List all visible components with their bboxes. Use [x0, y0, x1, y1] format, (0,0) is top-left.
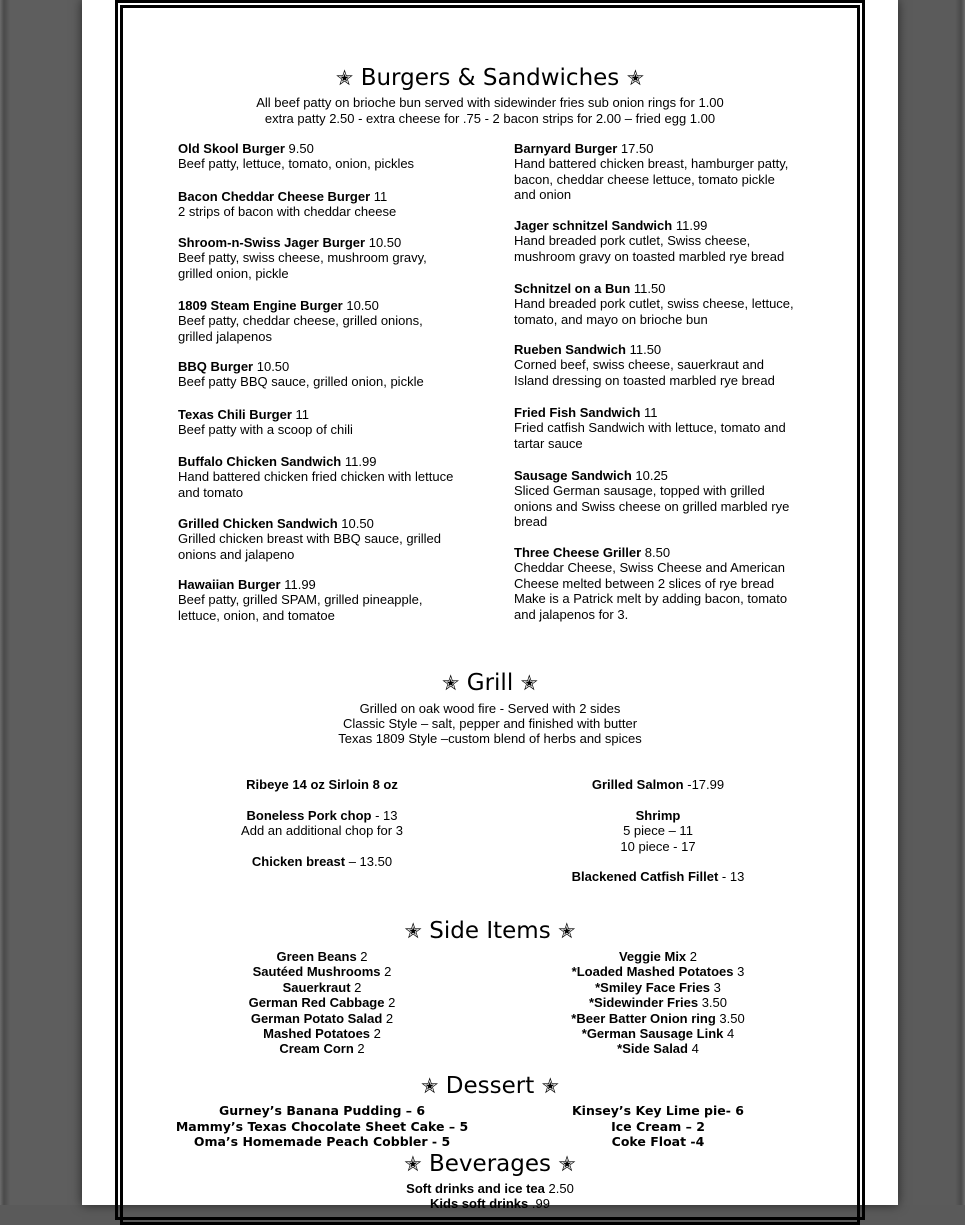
- item-description: mushroom gravy on toasted marbled rye bread: [514, 248, 785, 264]
- item-name: Veggie Mix: [618, 949, 687, 964]
- item-name: Sausage Sandwich: [514, 468, 632, 483]
- grill-pork-note: Add an additional chop for 3: [241, 823, 403, 839]
- item-name: Three Cheese Griller: [514, 545, 642, 560]
- item-description: Hand battered chicken fried chicken with lettuce: [178, 469, 454, 485]
- item-name: Hawaiian Burger: [178, 577, 281, 592]
- item-description: Beef patty BBQ sauce, grilled onion, pickle: [178, 374, 424, 390]
- star-icon: ✭: [335, 66, 354, 90]
- item-name: Sauerkraut: [282, 979, 351, 995]
- item-price: 17.50: [617, 141, 654, 156]
- star-icon: ✭: [626, 66, 645, 90]
- menu-item: [514, 545, 809, 622]
- grill-line-3: Texas 1809 Style –custom blend of herbs and spices: [338, 731, 642, 746]
- item-description: Hand breaded pork cutlet, swiss cheese, lettuce,: [514, 296, 794, 312]
- item-name: Green Beans: [276, 949, 357, 964]
- section-title-text: Beverages: [429, 1151, 551, 1177]
- dessert-item: Mammy’s Texas Chocolate Sheet Cake – 5: [175, 1118, 469, 1134]
- sides-right-column: [538, 949, 778, 1057]
- dessert-item: Ice Cream – 2: [611, 1118, 705, 1134]
- item-price: 4: [687, 1041, 699, 1057]
- section-title-text: Dessert: [445, 1073, 535, 1099]
- item-name: Schnitzel on a Bun: [514, 281, 631, 296]
- item-description: bread: [514, 514, 548, 530]
- item-name: Grilled Chicken Sandwich: [178, 516, 338, 531]
- item-description: 2 strips of bacon with cheddar cheese: [178, 204, 397, 220]
- item-price: 11.50: [625, 342, 662, 357]
- item-price: – 13.50: [345, 854, 393, 869]
- item-price: 3.50: [715, 1010, 745, 1026]
- grill-shrimp-10: 10 piece - 17: [620, 838, 696, 854]
- item-description: Hand breaded pork cutlet, Swiss cheese,: [514, 233, 751, 249]
- item-name: Soft drinks and ice tea: [406, 1181, 545, 1196]
- item-name: Fried Fish Sandwich: [514, 405, 641, 420]
- grill-line-1: Grilled on oak wood fire - Served with 2 sides: [359, 701, 621, 716]
- item-name: BBQ Burger: [178, 359, 254, 374]
- item-name: *Loaded Mashed Potatoes: [571, 964, 734, 980]
- grill-salmon: [538, 777, 778, 792]
- item-name: Blackened Catfish Fillet: [571, 869, 719, 885]
- side-item: [202, 980, 442, 995]
- item-price: 10.50: [253, 359, 290, 374]
- grill-shrimp: Shrimp: [635, 807, 681, 823]
- side-item: [202, 1011, 442, 1026]
- side-item: [202, 949, 442, 964]
- item-price: 3.50: [698, 995, 727, 1011]
- side-item: [538, 949, 778, 964]
- grill-shrimp-5: 5 piece – 11: [623, 823, 693, 839]
- item-name: Texas Chili Burger: [178, 407, 292, 422]
- side-item: [202, 1041, 442, 1056]
- item-name: Grilled Salmon: [591, 777, 684, 792]
- item-name: Old Skool Burger: [178, 141, 285, 156]
- item-description: bacon, cheddar cheese lettuce, tomato pickle: [514, 171, 775, 187]
- item-price: -17.99: [683, 777, 725, 792]
- item-price: 2: [686, 949, 698, 964]
- menu-item: [178, 189, 473, 220]
- side-item: [538, 995, 778, 1010]
- item-description: Sliced German sausage, topped with grilled: [514, 483, 765, 499]
- section-title-text: Side Items: [429, 918, 551, 944]
- grill-pork-chop: [202, 808, 442, 823]
- item-description: Hand battered chicken breast, hamburger patty,: [514, 156, 789, 172]
- item-name: Sautéed Mushrooms: [252, 964, 381, 980]
- dessert-item: Oma’s Homemade Peach Cobbler - 5: [193, 1134, 451, 1149]
- item-price: 8.50: [641, 545, 671, 560]
- side-item: [538, 980, 778, 995]
- item-name: *Sidewinder Fries: [588, 995, 699, 1011]
- sides-left-column: [202, 949, 442, 1057]
- item-price: 2: [353, 1041, 365, 1057]
- item-price: 4: [723, 1026, 735, 1042]
- star-icon: ✭: [404, 1152, 422, 1176]
- dessert-item: Gurney’s Banana Pudding – 6: [218, 1103, 426, 1118]
- side-item: [202, 964, 442, 979]
- item-description: tartar sauce: [514, 435, 583, 451]
- section-title-burgers: [0, 65, 965, 91]
- side-item: [538, 1026, 778, 1041]
- section-title-sides: [0, 918, 965, 944]
- dessert-right-column: [538, 1103, 778, 1150]
- item-price: 2: [384, 995, 396, 1011]
- item-price: 11: [640, 405, 658, 420]
- section-title-dessert: [0, 1073, 965, 1099]
- section-title-text: Burgers & Sandwiches: [360, 65, 620, 91]
- item-description: Beef patty, lettuce, tomato, onion, pickles: [178, 156, 415, 172]
- item-price: 11.99: [280, 577, 316, 592]
- beverage-soft-drinks: [0, 1181, 965, 1197]
- item-price: 11: [370, 189, 388, 204]
- item-description: Beef patty, swiss cheese, mushroom gravy,: [178, 250, 427, 266]
- item-price: 11.99: [341, 454, 377, 469]
- item-description: Corned beef, swiss cheese, sauerkraut and: [514, 357, 765, 373]
- item-name: Cream Corn: [279, 1041, 354, 1057]
- menu-item: [514, 405, 809, 451]
- item-name: *German Sausage Link: [581, 1026, 724, 1042]
- item-description: onions and Swiss cheese on grilled marbled rye: [514, 498, 790, 514]
- menu-item: [178, 407, 473, 438]
- item-price: 11.99: [672, 218, 708, 233]
- side-item: [538, 1011, 778, 1026]
- menu-item: [178, 359, 473, 390]
- side-item: [202, 1026, 442, 1041]
- item-description: Beef patty, grilled SPAM, grilled pineapple,: [178, 592, 423, 608]
- item-description: Cheese melted between 2 slices of rye bread: [514, 575, 775, 591]
- item-name: *Side Salad: [617, 1041, 688, 1057]
- item-name: Bacon Cheddar Cheese Burger: [178, 189, 371, 204]
- item-name: Chicken breast: [251, 854, 346, 869]
- menu-item: [514, 281, 809, 327]
- item-price: 10.50: [365, 235, 402, 250]
- item-name: Boneless Pork chop: [246, 807, 372, 823]
- beverage-kids-drinks: [0, 1196, 965, 1212]
- menu-item: [514, 141, 809, 203]
- item-price: 11: [291, 407, 310, 422]
- item-name: Mashed Potatoes: [263, 1026, 371, 1042]
- item-price: - 13: [718, 869, 745, 885]
- star-icon: ✭: [404, 919, 422, 943]
- item-price: 10.50: [342, 298, 379, 313]
- item-description: lettuce, onion, and tomatoe: [178, 607, 335, 623]
- menu-item: [514, 468, 809, 530]
- side-item: [202, 995, 442, 1010]
- item-price: .99: [531, 1196, 550, 1211]
- item-description: Island dressing on toasted marbled rye bread: [514, 372, 775, 388]
- item-name: *Beer Batter Onion ring: [571, 1010, 716, 1026]
- section-title-text: Grill: [466, 670, 514, 696]
- grill-chicken: [202, 854, 442, 869]
- item-name: German Red Cabbage: [248, 995, 385, 1011]
- section-title-beverages: [0, 1151, 965, 1177]
- item-name: German Potato Salad: [250, 1010, 383, 1026]
- star-icon: ✭: [420, 1074, 439, 1098]
- burgers-subtitle-1: All beef patty on brioche bun served with sidewinder fries sub onion rings for 1.00: [256, 95, 724, 110]
- item-description: tomato, and mayo on brioche bun: [514, 311, 708, 327]
- grill-right-column: [538, 777, 778, 885]
- grill-ribeye: Ribeye 14 oz Sirloin 8 oz: [246, 777, 398, 792]
- item-price: 2: [350, 979, 362, 995]
- menu-item: [178, 577, 473, 623]
- item-price: 2: [380, 964, 392, 980]
- item-price: - 13: [371, 807, 398, 823]
- grill-line-2: Classic Style – salt, pepper and finished with butter: [342, 716, 638, 731]
- item-description: and tomato: [178, 484, 244, 500]
- item-price: 3: [710, 979, 721, 995]
- section-title-grill: [0, 670, 965, 696]
- item-description: Grilled chicken breast with BBQ sauce, grilled: [178, 531, 442, 547]
- item-name: 1809 Steam Engine Burger: [178, 298, 343, 313]
- burgers-subtitle-2: extra patty 2.50 - extra cheese for .75 - 2 bacon strips for 2.00 – fried egg 1.00: [264, 111, 716, 126]
- grill-catfish: [538, 869, 778, 884]
- dessert-item: Coke Float -4: [611, 1134, 705, 1149]
- item-description: Beef patty with a scoop of chili: [178, 422, 353, 438]
- item-price: 3: [733, 964, 745, 980]
- item-name: Kids soft drinks: [430, 1196, 529, 1211]
- item-name: Buffalo Chicken Sandwich: [178, 454, 342, 469]
- item-description: Cheddar Cheese, Swiss Cheese and American: [514, 560, 785, 576]
- item-description: grilled jalapenos: [178, 328, 272, 344]
- item-price: 2.50: [548, 1181, 574, 1196]
- star-icon: ✭: [520, 671, 539, 695]
- document-page: [82, 0, 898, 1211]
- item-price: 2: [370, 1026, 381, 1042]
- star-icon: ✭: [558, 1152, 576, 1176]
- item-description: grilled onion, pickle: [178, 265, 289, 281]
- side-item: [538, 964, 778, 979]
- item-price: 11.50: [630, 281, 666, 296]
- grill-left-column: [202, 777, 442, 869]
- menu-item: [178, 141, 473, 172]
- item-name: Jager schnitzel Sandwich: [514, 218, 673, 233]
- item-description: and jalapenos for 3.: [514, 606, 629, 622]
- item-name: Barnyard Burger: [514, 141, 618, 156]
- item-price: 2: [356, 949, 368, 964]
- item-price: 2: [382, 1010, 394, 1026]
- dessert-left-column: [172, 1103, 472, 1150]
- menu-item: [178, 516, 473, 562]
- item-price: 10.50: [337, 516, 374, 531]
- item-price: 9.50: [284, 141, 314, 156]
- item-name: Rueben Sandwich: [514, 342, 626, 357]
- star-icon: ✭: [558, 919, 576, 943]
- star-icon: ✭: [541, 1074, 560, 1098]
- item-description: and onion: [514, 187, 572, 203]
- item-description: Beef patty, cheddar cheese, grilled onions,: [178, 313, 423, 329]
- dessert-item: Kinsey’s Key Lime pie- 6: [572, 1103, 744, 1118]
- item-name: Shroom-n-Swiss Jager Burger: [178, 235, 366, 250]
- menu-item: [514, 342, 809, 388]
- item-name: *Smiley Face Fries: [595, 979, 711, 995]
- menu-item: [178, 454, 473, 500]
- item-description: Fried catfish Sandwich with lettuce, tomato and: [514, 420, 786, 436]
- item-description: Make is a Patrick melt by adding bacon, tomato: [514, 591, 788, 607]
- menu-item: [178, 235, 473, 281]
- menu-item: [514, 218, 809, 264]
- star-icon: ✭: [441, 671, 460, 695]
- item-price: 10.25: [631, 468, 668, 483]
- side-item: [538, 1041, 778, 1056]
- menu-item: [178, 298, 473, 344]
- item-description: onions and jalapeno: [178, 546, 295, 562]
